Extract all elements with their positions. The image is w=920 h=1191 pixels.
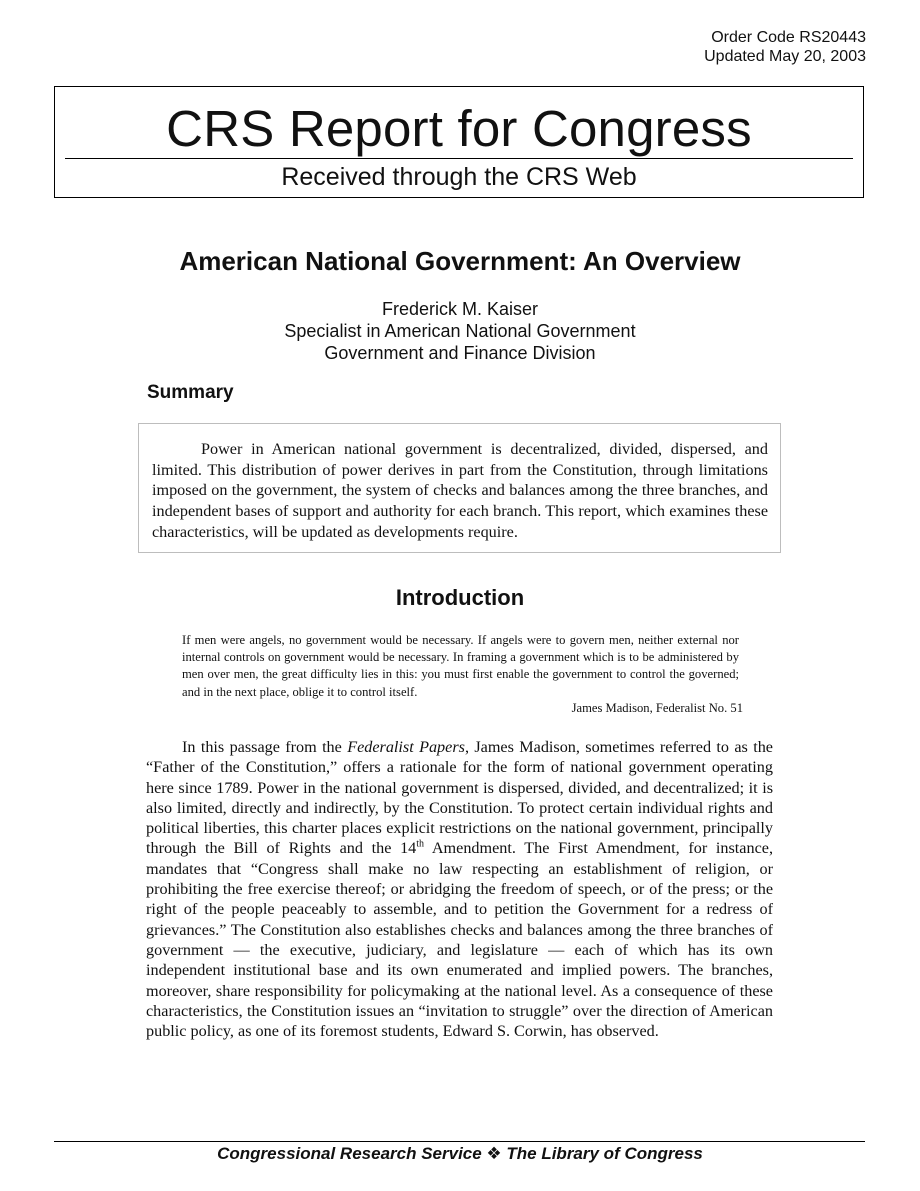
introduction-heading: Introduction <box>395 585 525 610</box>
para-italic-title: Federalist Papers <box>347 738 465 756</box>
document-title: American National Government: An Overview <box>179 246 741 276</box>
para-text-3: Amendment. The First Amendment, for instance, mandates that “Congress shall make no law respecting an establishment of religion, or prohibiting the free exercise thereof; or abridging the freedom of speech, or of the press; or the right of the people peaceably to assemble, and to petition the Government for a redress of grievances.” The Constitution also establishes checks and balances among the three branches of government — the executive, judiciary, and legislature — each of which has its own independent institutional base and its own enumerated and implied powers. The branches, moreover, share responsibility for policymaking at the national level. As a consequence of these characteristics, the Constitution issues an “invitation to struggle” over the direction of American public policy, as one of its foremost students, Edward S. Corwin, has observed. <box>146 839 773 1041</box>
banner-subtitle: Received through the CRS Web <box>281 163 637 191</box>
order-info <box>704 28 866 66</box>
order-code: Order Code RS20443 <box>711 29 866 46</box>
introduction-paragraph <box>146 737 773 1041</box>
updated-date: Updated May 20, 2003 <box>704 48 866 65</box>
summary-text: Power in American national government is decentralized, divided, dispersed, and limited. This distribution of power derives in part from the Constitution, through limitations imposed on the government, the system of checks and balances among the three branches, and independent bases of support and authority for each branch. This report, which examines these characteristics, will be updated as developments require. <box>152 440 768 541</box>
footer-divider <box>54 1141 865 1142</box>
banner-divider <box>65 158 853 159</box>
epigraph-quote: If men were angels, no government would be necessary. If angels were to govern men, neither external nor internal controls on government would be necessary. In framing a government which is to be administered by men over men, the great difficulty lies in this: you must first enable the government to control the governed; and in the next place, oblige it to control itself. <box>182 633 739 699</box>
summary-heading: Summary <box>147 382 234 403</box>
banner-title: CRS Report for Congress <box>166 100 752 157</box>
summary-box <box>138 423 781 553</box>
report-banner <box>54 86 864 198</box>
author-division: Government and Finance Division <box>324 343 596 363</box>
author-title: Specialist in American National Government <box>284 321 636 341</box>
para-text-2: , James Madison, sometimes referred to as the “Father of the Constitution,” offers a rationale for the form of national government operating here since 1789. Power in the national government is dispersed, divided, and decentralized; it is also limited, directly and indirectly, by the Constitution. To protect certain individual rights and political liberties, this charter places explicit restrictions on the national government, principally through the Bill of Rights and the 14 <box>146 738 773 858</box>
para-superscript: th <box>416 839 425 851</box>
para-text-1: In this passage from the <box>182 738 348 756</box>
footer-text: Congressional Research Service ❖ The Library of Congress <box>217 1144 703 1163</box>
author-name: Frederick M. Kaiser <box>381 299 539 319</box>
quote-attribution: James Madison, Federalist No. 51 <box>571 701 743 715</box>
author-block <box>0 298 920 364</box>
